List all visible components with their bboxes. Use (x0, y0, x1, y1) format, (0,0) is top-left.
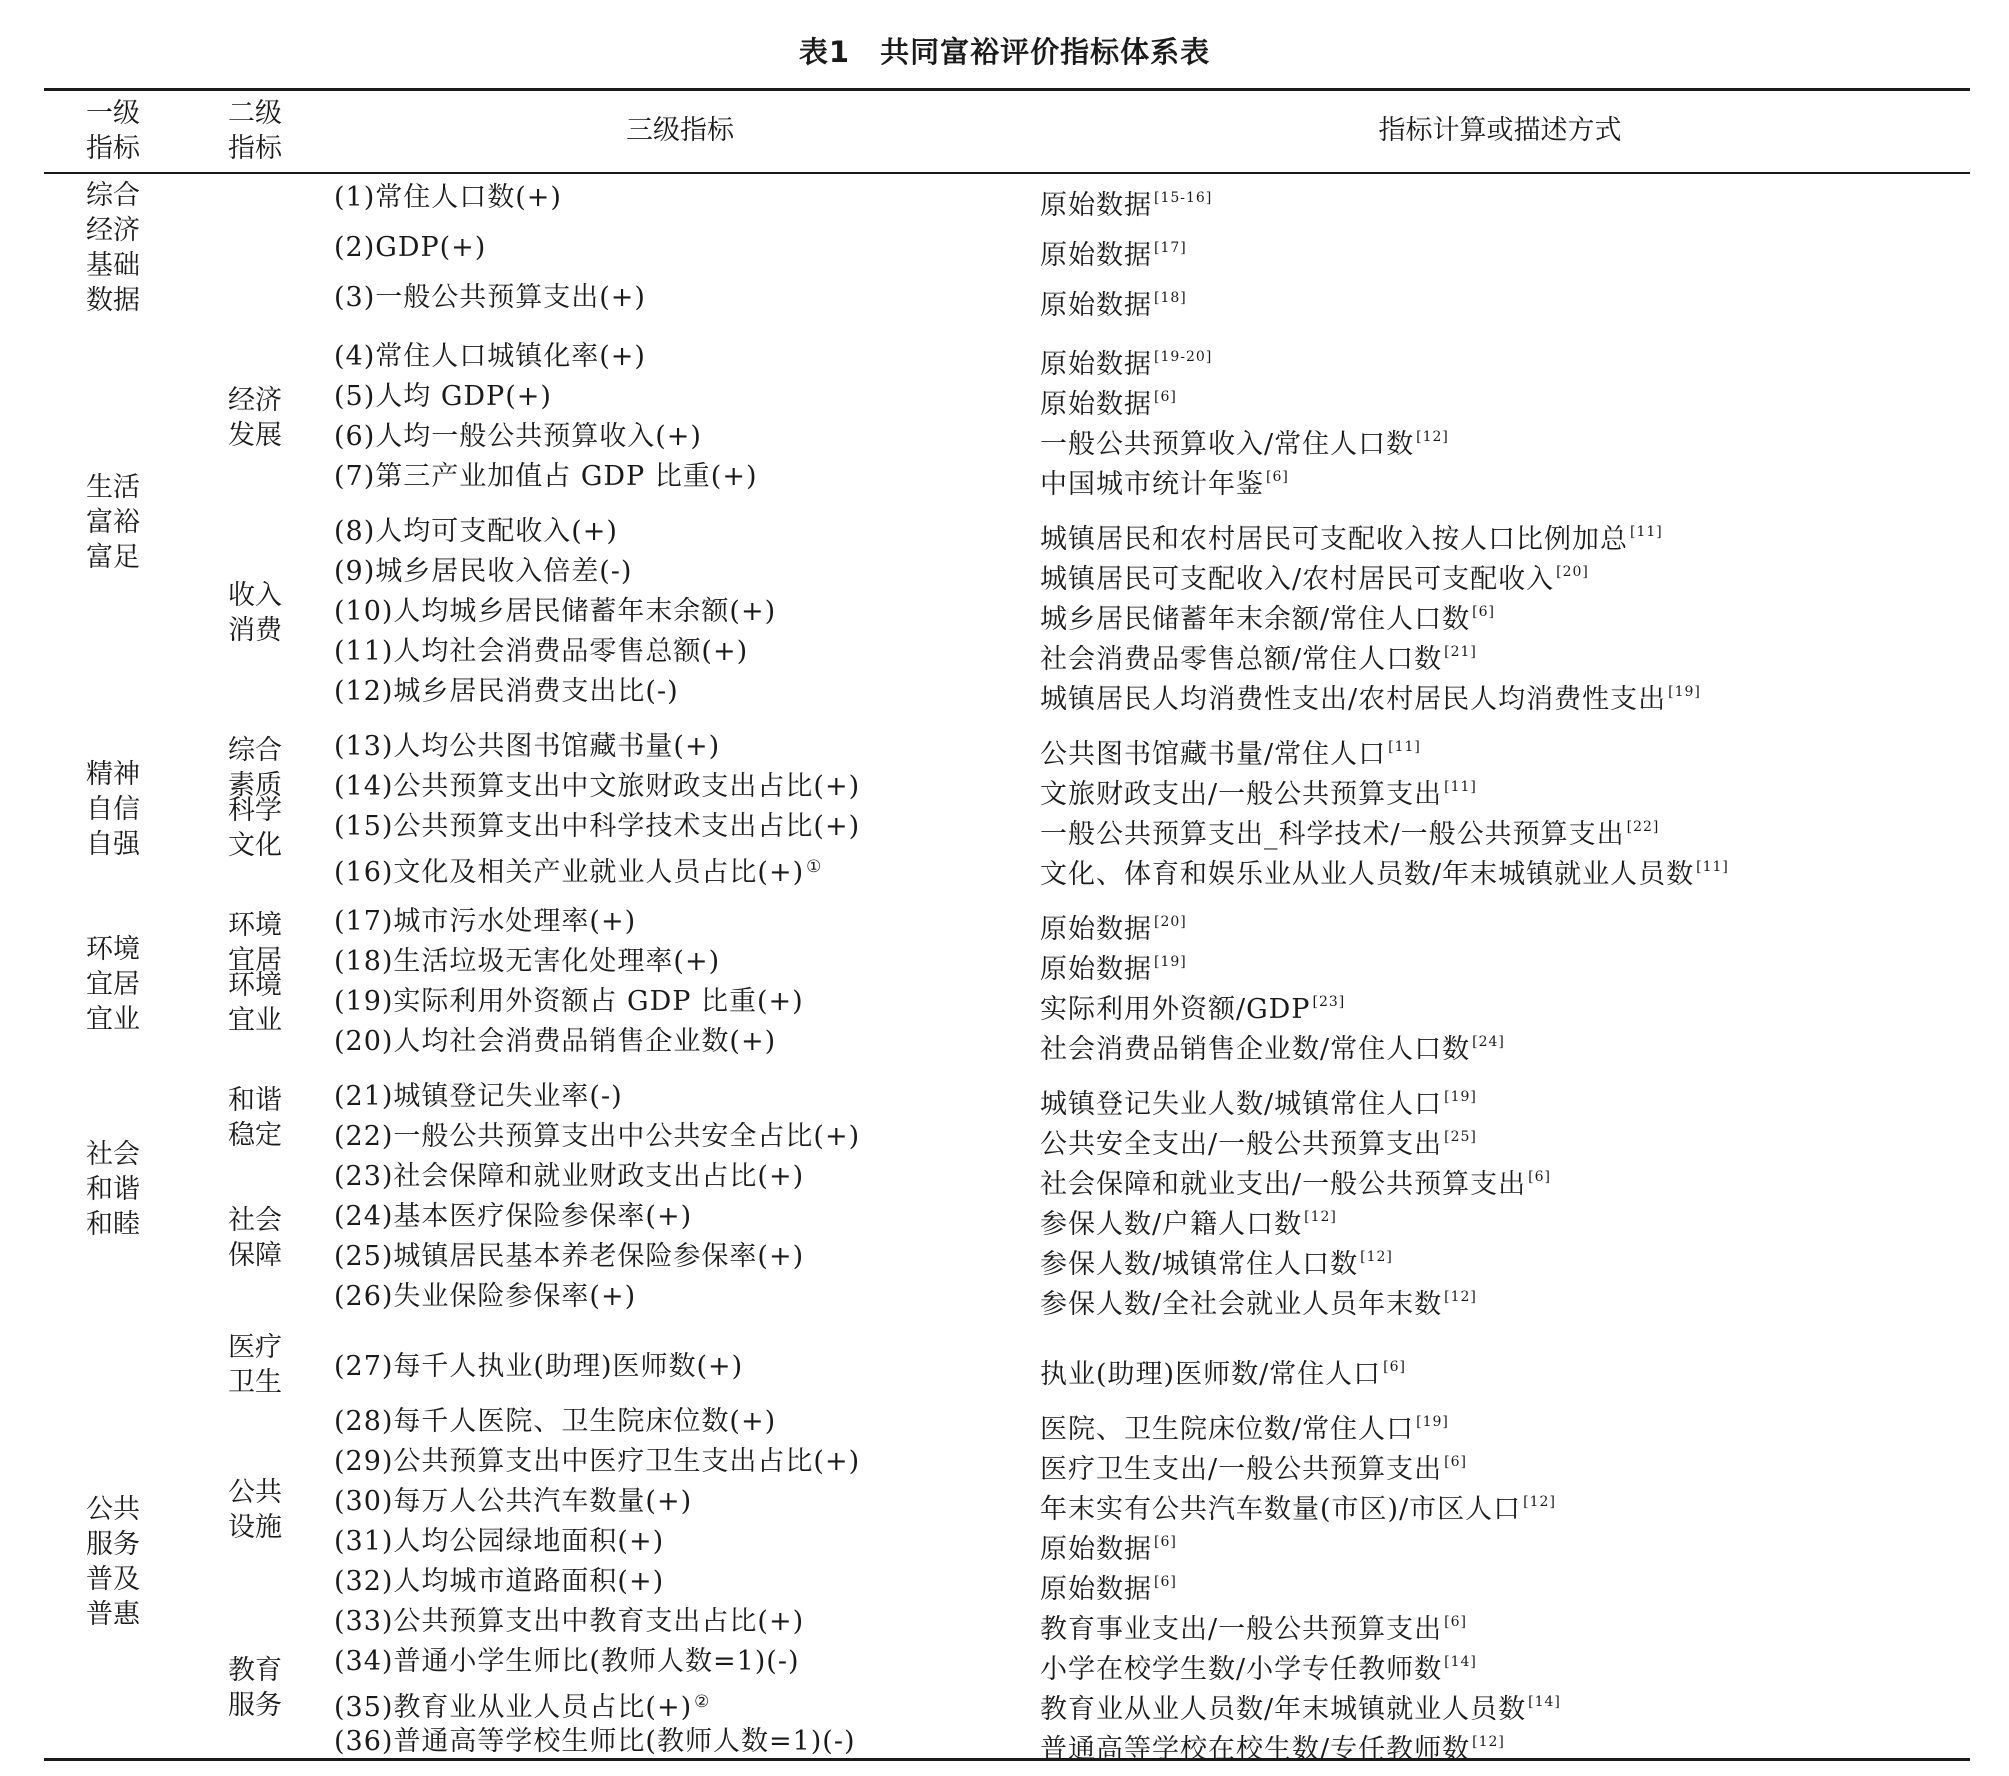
level1-label-line: 环境 (86, 934, 140, 965)
method-cell (1040, 1022, 1505, 1070)
citation-ref: [11] (1630, 524, 1663, 540)
method-text: 城乡居民储蓄年末余额/常住人口数 (1040, 604, 1471, 635)
citation-ref: [6] (1266, 469, 1289, 485)
indicator-text: (10)人均城乡居民储蓄年末余额(+) (334, 596, 777, 627)
method-text: 原始数据 (1040, 389, 1152, 420)
method-cell (1040, 1347, 1406, 1395)
header-level3: 三级指标 (626, 115, 734, 146)
indicator-cell (334, 1347, 743, 1387)
level2-label-line: 经济 (228, 385, 282, 416)
indicator-cell (334, 178, 562, 218)
indicator-text: (11)人均社会消费品零售总额(+) (334, 636, 749, 667)
method-text: 城镇居民可支配收入/农村居民可支配收入 (1040, 564, 1555, 595)
method-text: 医疗卫生支出/一般公共预算支出 (1040, 1454, 1443, 1485)
citation-ref: [6] (1383, 1359, 1407, 1375)
table-row (0, 1682, 2009, 1725)
level1-label-line: 基础 (86, 250, 140, 281)
indicator-text: (22)一般公共预算支出中公共安全占比(+) (334, 1121, 861, 1152)
indicator-text: (17)城市污水处理率(+) (334, 906, 637, 937)
table-row (0, 278, 2009, 321)
table-row (0, 457, 2009, 500)
indicator-text: (25)城镇居民基本养老保险参保率(+) (334, 1241, 805, 1272)
indicator-text: (31)人均公园绿地面积(+) (334, 1526, 665, 1557)
level1-label-line: 自信 (86, 794, 140, 825)
table-row (0, 1602, 2009, 1645)
table-row (0, 632, 2009, 675)
indicator-text: (35)教育业从业人员占比(+) (334, 1692, 693, 1723)
citation-ref: [19] (1154, 954, 1187, 970)
header-level1 (58, 96, 168, 166)
citation-ref: [6] (1444, 1614, 1467, 1630)
method-text: 教育事业支出/一般公共预算支出 (1040, 1614, 1443, 1645)
citation-ref: [19] (1416, 1414, 1449, 1430)
method-text: 城镇居民和农村居民可支配收入按人口比例加总 (1040, 524, 1628, 555)
indicator-text: (23)社会保障和就业财政支出占比(+) (334, 1161, 805, 1192)
method-text: 原始数据 (1040, 954, 1152, 985)
table-row (0, 1117, 2009, 1160)
level1-label-line: 经济 (86, 215, 140, 246)
indicator-cell (334, 672, 679, 712)
indicator-text: (1)常住人口数(+) (334, 182, 562, 213)
level2-label-line: 宜业 (228, 1005, 282, 1036)
method-text: 一般公共预算收入/常住人口数 (1040, 429, 1415, 460)
level1-label-line: 宜业 (86, 1004, 140, 1035)
header-level1-line: 指标 (86, 133, 140, 164)
method-cell (1040, 1722, 1505, 1770)
method-cell (1040, 228, 1187, 276)
indicator-text: (21)城镇登记失业率(-) (334, 1081, 623, 1112)
level1-label-line: 生活 (86, 472, 140, 503)
indicator-cell (334, 512, 618, 552)
method-text: 参保人数/全社会就业人员年末数 (1040, 1289, 1443, 1320)
table-row (0, 727, 2009, 770)
header-rule (44, 172, 1970, 174)
table-row (0, 228, 2009, 271)
indicator-cell (334, 1197, 692, 1237)
citation-ref: [15-16] (1154, 190, 1213, 206)
citation-ref: [20] (1154, 914, 1187, 930)
indicator-text: (27)每千人执业(助理)医师数(+) (334, 1351, 744, 1382)
table-row (0, 1522, 2009, 1565)
citation-ref: [19] (1444, 1089, 1477, 1105)
level1-label-line: 公共 (86, 1494, 140, 1525)
table-row (0, 417, 2009, 460)
indicator-text: (29)公共预算支出中医疗卫生支出占比(+) (334, 1446, 861, 1477)
level1-label-line: 和谐 (86, 1174, 140, 1205)
method-cell (1040, 847, 1729, 895)
table-row (0, 592, 2009, 635)
indicator-text: (9)城乡居民收入倍差(-) (334, 556, 633, 587)
indicator-cell (334, 1602, 804, 1642)
citation-ref: [12] (1360, 1249, 1393, 1265)
indicator-cell (334, 1442, 860, 1482)
citation-ref: [14] (1528, 1694, 1561, 1710)
indicator-cell (334, 847, 822, 893)
indicator-text: (14)公共预算支出中文旅财政支出占比(+) (334, 771, 861, 802)
method-text: 公共图书馆藏书量/常住人口 (1040, 739, 1387, 770)
citation-ref: [19] (1668, 684, 1701, 700)
level2-label-line: 服务 (228, 1690, 282, 1721)
level2-label-line: 社会 (228, 1205, 282, 1236)
table-row (0, 672, 2009, 715)
citation-ref: [11] (1388, 739, 1421, 755)
method-text: 公共安全支出/一般公共预算支出 (1040, 1129, 1443, 1160)
table-row (0, 902, 2009, 945)
level2-label-line: 保障 (228, 1240, 282, 1271)
indicator-text: (26)失业保险参保率(+) (334, 1281, 637, 1312)
indicator-cell (334, 1562, 664, 1602)
header-level1-line: 一级 (86, 98, 140, 129)
indicator-text: (34)普通小学生师比(教师人数=1)(-) (334, 1646, 800, 1677)
indicator-cell (334, 807, 860, 847)
level2-label-line: 公共 (228, 1477, 282, 1508)
method-text: 原始数据 (1040, 1534, 1152, 1565)
indicator-cell (334, 377, 552, 417)
method-text: 原始数据 (1040, 290, 1152, 321)
indicator-cell (334, 1522, 664, 1562)
method-text: 参保人数/户籍人口数 (1040, 1209, 1303, 1240)
method-text: 中国城市统计年鉴 (1040, 469, 1264, 500)
level2-label-line: 消费 (228, 615, 282, 646)
citation-ref: [11] (1696, 859, 1729, 875)
level2-label-line: 文化 (228, 830, 282, 861)
method-text: 城镇登记失业人数/城镇常住人口 (1040, 1089, 1443, 1120)
citation-ref: [12] (1472, 1734, 1505, 1750)
table-row (0, 807, 2009, 850)
level2-label-line: 稳定 (228, 1120, 282, 1151)
level2-label-line: 宜居 (228, 945, 282, 976)
table-row (0, 1077, 2009, 1120)
table-row (0, 1482, 2009, 1525)
level2-label-line: 卫生 (228, 1367, 282, 1398)
indicator-cell (334, 1022, 776, 1062)
indicator-text: (3)一般公共预算支出(+) (334, 282, 646, 313)
header-level2-line: 指标 (228, 133, 282, 164)
level2-label-line: 医疗 (228, 1332, 282, 1363)
method-text: 普通高等学校在校生数/专任教师数 (1040, 1734, 1471, 1765)
indicator-cell (334, 1402, 776, 1442)
citation-ref: [20] (1556, 564, 1589, 580)
indicator-text: (5)人均 GDP(+) (334, 381, 552, 412)
level1-label-line: 富裕 (86, 507, 140, 538)
level1-label-line: 普及 (86, 1564, 140, 1595)
indicator-text: (19)实际利用外资额占 GDP 比重(+) (334, 986, 804, 1017)
level1-label-line: 社会 (86, 1139, 140, 1170)
level2-label-line: 科学 (228, 795, 282, 826)
header-method: 指标计算或描述方式 (1378, 115, 1622, 146)
header-level2 (200, 96, 310, 166)
table-row (0, 1347, 2009, 1390)
level2-label-line: 设施 (228, 1512, 282, 1543)
citation-ref: [6] (1154, 1534, 1177, 1550)
table-row (0, 178, 2009, 221)
table-row (0, 1277, 2009, 1320)
indicator-text: (6)人均一般公共预算收入(+) (334, 421, 702, 452)
indicator-text: (7)第三产业加值占 GDP 比重(+) (334, 461, 758, 492)
indicator-text: (8)人均可支配收入(+) (334, 516, 618, 547)
level2-label-line: 素质 (228, 770, 282, 801)
table-row (0, 1722, 2009, 1765)
method-cell (1040, 278, 1187, 326)
indicator-cell (334, 278, 646, 318)
table-row (0, 552, 2009, 595)
method-text: 原始数据 (1040, 190, 1152, 221)
level2-label-line: 综合 (228, 735, 282, 766)
citation-ref: [25] (1444, 1129, 1477, 1145)
indicator-cell (334, 902, 636, 942)
level2-label-line: 教育 (228, 1655, 282, 1686)
method-text: 原始数据 (1040, 240, 1152, 271)
indicator-text: (2)GDP(+) (334, 232, 487, 263)
table-row (0, 1157, 2009, 1200)
footnote-mark: ① (806, 857, 823, 877)
indicator-cell (334, 552, 632, 592)
table-row (0, 1197, 2009, 1240)
indicator-cell (334, 1642, 799, 1682)
indicator-text: (28)每千人医院、卫生院床位数(+) (334, 1406, 777, 1437)
citation-ref: [22] (1626, 819, 1660, 835)
level1-label-line: 服务 (86, 1529, 140, 1560)
method-text: 执业(助理)医师数/常住人口 (1040, 1359, 1382, 1390)
method-text: 社会保障和就业支出/一般公共预算支出 (1040, 1169, 1527, 1200)
citation-ref: [12] (1416, 429, 1449, 445)
citation-ref: [21] (1444, 644, 1477, 660)
citation-ref: [12] (1523, 1494, 1556, 1510)
level1-label-line: 数据 (86, 285, 140, 316)
method-text: 社会消费品零售总额/常住人口数 (1040, 644, 1443, 675)
method-text: 文化、体育和娱乐业从业人员数/年末城镇就业人员数 (1040, 859, 1695, 890)
table-row (0, 377, 2009, 420)
table-row (0, 982, 2009, 1025)
citation-ref: [14] (1444, 1654, 1477, 1670)
method-text: 城镇居民人均消费性支出/农村居民人均消费性支出 (1040, 684, 1667, 715)
table-row (0, 1442, 2009, 1485)
indicator-text: (16)文化及相关产业就业人员占比(+) (334, 857, 805, 888)
indicator-text: (13)人均公共图书馆藏书量(+) (334, 731, 721, 762)
top-rule (44, 88, 1970, 91)
indicator-cell (334, 457, 757, 497)
indicator-text: (12)城乡居民消费支出比(-) (334, 676, 679, 707)
method-cell (1040, 672, 1701, 720)
indicator-text: (20)人均社会消费品销售企业数(+) (334, 1026, 777, 1057)
level1-label-line: 综合 (86, 180, 140, 211)
level1-label-line: 宜居 (86, 969, 140, 1000)
table-row (0, 1642, 2009, 1685)
method-text: 文旅财政支出/一般公共预算支出 (1040, 779, 1443, 810)
method-text: 医院、卫生院床位数/常住人口 (1040, 1414, 1415, 1445)
level1-label-line: 自强 (86, 829, 140, 860)
indicator-text: (15)公共预算支出中科学技术支出占比(+) (334, 811, 861, 842)
method-text: 一般公共预算支出_科学技术/一般公共预算支出 (1040, 819, 1625, 850)
citation-ref: [6] (1472, 604, 1495, 620)
method-text: 年末实有公共汽车数量(市区)/市区人口 (1040, 1494, 1522, 1525)
indicator-text: (36)普通高等学校生师比(教师人数=1)(-) (334, 1726, 856, 1757)
indicator-cell (334, 727, 720, 767)
indicator-text: (18)生活垃圾无害化处理率(+) (334, 946, 721, 977)
level2-label-line: 收入 (228, 580, 282, 611)
indicator-cell (334, 767, 860, 807)
citation-ref: [12] (1304, 1209, 1337, 1225)
indicator-cell (334, 942, 720, 982)
level2-label-line: 环境 (228, 910, 282, 941)
method-text: 原始数据 (1040, 914, 1152, 945)
level2-label-line: 环境 (228, 970, 282, 1001)
indicator-cell (334, 1237, 804, 1277)
level1-label-line: 普惠 (86, 1599, 140, 1630)
table-row (0, 1402, 2009, 1445)
table-row (0, 847, 2009, 890)
indicator-text: (33)公共预算支出中教育支出占比(+) (334, 1606, 805, 1637)
citation-ref: [6] (1444, 1454, 1467, 1470)
method-text: 社会消费品销售企业数/常住人口数 (1040, 1034, 1471, 1065)
method-text: 小学在校学生数/小学专任教师数 (1040, 1654, 1443, 1685)
citation-ref: [19-20] (1154, 349, 1213, 365)
level2-label-line: 和谐 (228, 1085, 282, 1116)
citation-ref: [6] (1154, 389, 1177, 405)
table-row (0, 512, 2009, 555)
indicator-text: (24)基本医疗保险参保率(+) (334, 1201, 693, 1232)
indicator-cell (334, 1722, 855, 1762)
method-text: 原始数据 (1040, 1574, 1152, 1605)
table-row (0, 337, 2009, 380)
method-text: 教育业从业人员数/年末城镇就业人员数 (1040, 1694, 1527, 1725)
footnote-mark: ② (694, 1692, 711, 1712)
indicator-cell (334, 1117, 860, 1157)
level2-label-line: 发展 (228, 420, 282, 451)
indicator-cell (334, 1277, 636, 1317)
indicator-cell (334, 337, 646, 377)
citation-ref: [6] (1528, 1169, 1551, 1185)
level1-label-line: 和睦 (86, 1209, 140, 1240)
header-level2-line: 二级 (228, 98, 282, 129)
citation-ref: [23] (1312, 994, 1346, 1010)
indicator-text: (30)每万人公共汽车数量(+) (334, 1486, 693, 1517)
method-text: 原始数据 (1040, 349, 1152, 380)
table-row (0, 1022, 2009, 1065)
indicator-text: (4)常住人口城镇化率(+) (334, 341, 646, 372)
indicator-cell (334, 1482, 692, 1522)
level1-label-line: 富足 (86, 542, 140, 573)
citation-ref: [17] (1154, 240, 1187, 256)
indicator-cell (334, 632, 748, 672)
indicator-cell (334, 592, 776, 632)
method-cell (1040, 178, 1212, 226)
citation-ref: [18] (1154, 290, 1187, 306)
table-title: 表1 共同富裕评价指标体系表 (798, 35, 1211, 69)
method-text: 参保人数/城镇常住人口数 (1040, 1249, 1359, 1280)
table-row (0, 1562, 2009, 1605)
indicator-text: (32)人均城市道路面积(+) (334, 1566, 665, 1597)
indicator-cell (334, 1157, 804, 1197)
level1-label-line: 精神 (86, 759, 140, 790)
citation-ref: [24] (1472, 1034, 1505, 1050)
citation-ref: [6] (1154, 1574, 1177, 1590)
method-cell (1040, 1277, 1477, 1325)
citation-ref: [12] (1444, 1289, 1477, 1305)
citation-ref: [11] (1444, 779, 1477, 795)
indicator-cell (334, 417, 702, 457)
indicator-cell (334, 228, 486, 268)
indicator-cell (334, 982, 804, 1022)
method-text: 实际利用外资额/GDP (1040, 994, 1311, 1025)
method-cell (1040, 457, 1289, 505)
table-row (0, 1237, 2009, 1280)
indicator-cell (334, 1077, 623, 1117)
